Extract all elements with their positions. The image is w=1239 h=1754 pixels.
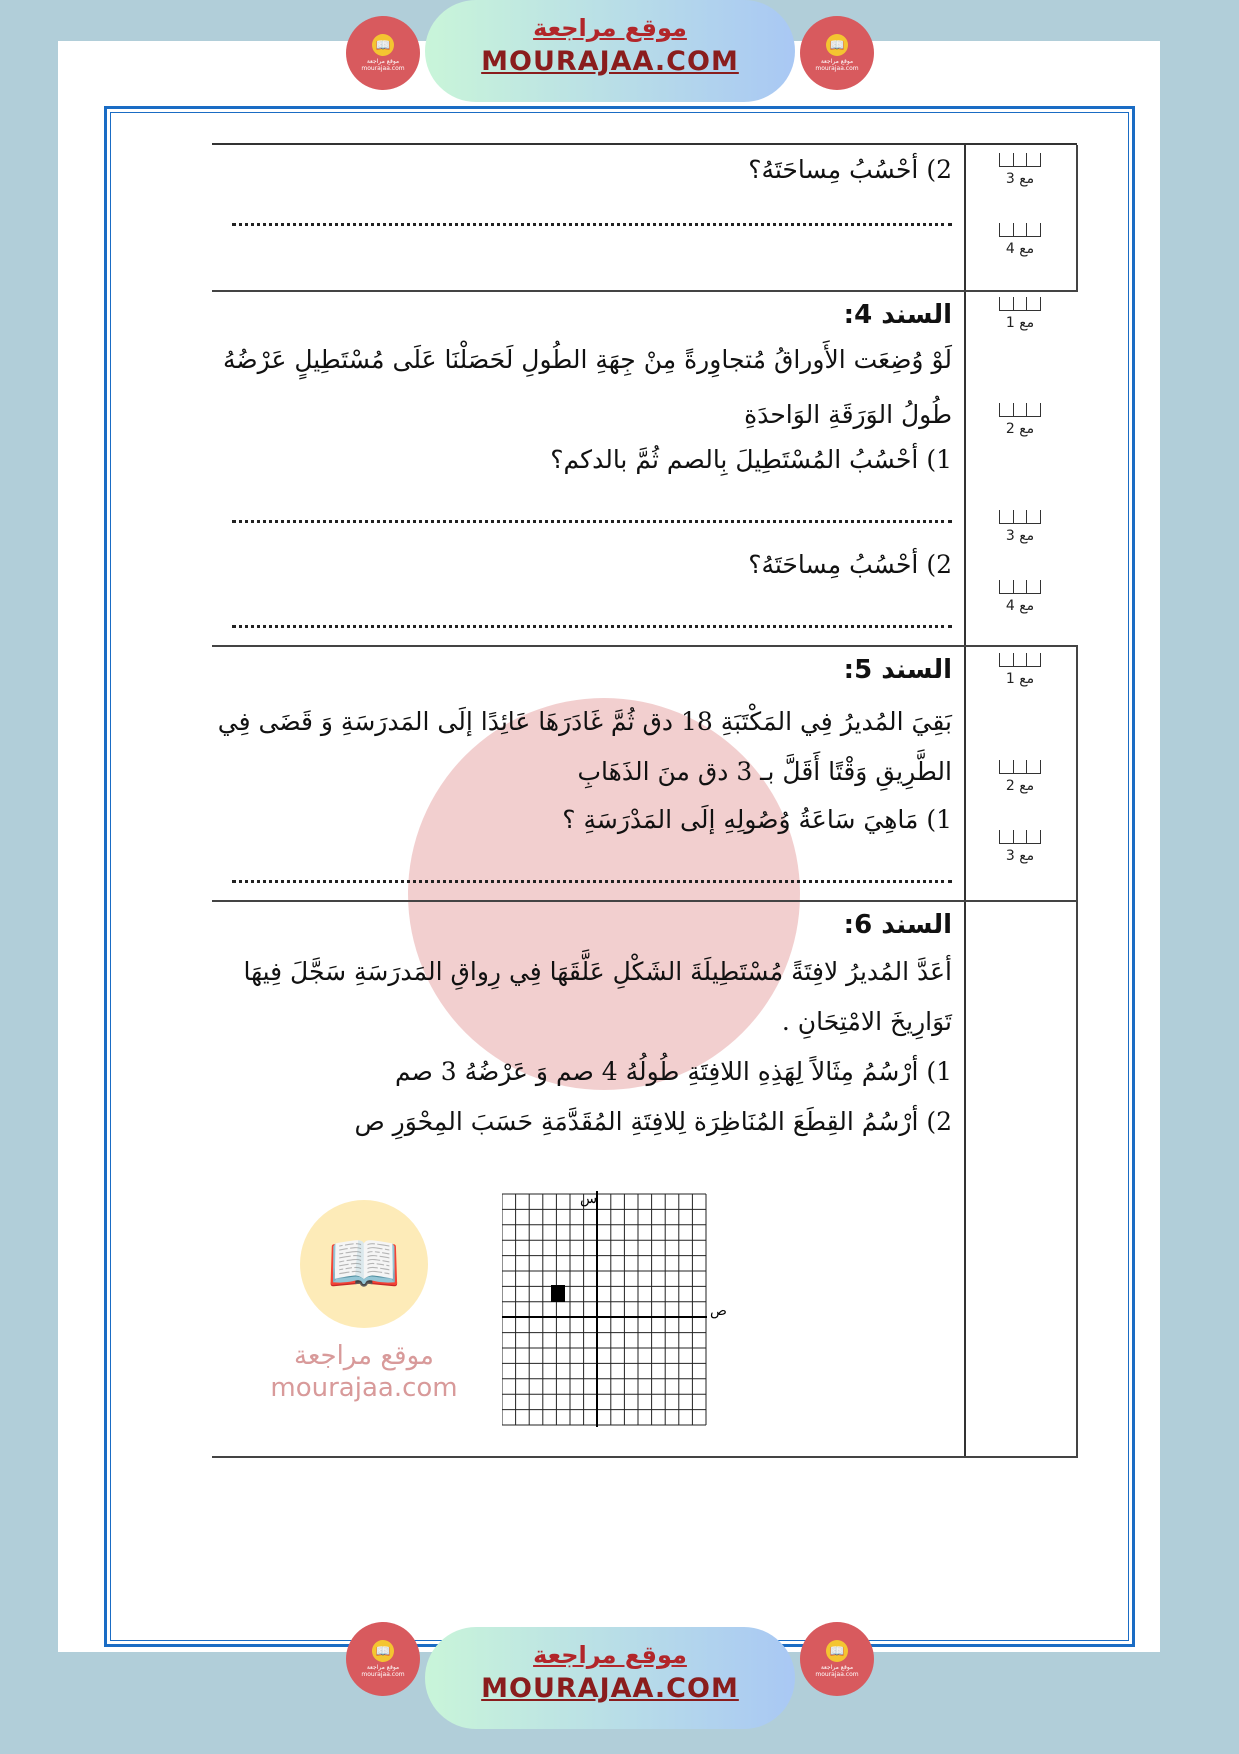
answer-line[interactable] — [232, 880, 952, 883]
grade-box[interactable] — [999, 223, 1041, 237]
grade-box[interactable] — [999, 580, 1041, 594]
grade-box[interactable] — [999, 760, 1041, 774]
grade-box[interactable] — [999, 153, 1041, 167]
book-icon: 📖 — [826, 34, 848, 56]
criterion-label: مع 3 — [1005, 848, 1035, 864]
site-name-ar: موقع مراجعة — [533, 14, 687, 42]
section-title: السند 6: — [843, 910, 952, 940]
logo-caption: موقع مراجعة mourajaa.com — [361, 58, 405, 72]
criterion-label: مع 1 — [1005, 671, 1035, 687]
grade-box[interactable] — [999, 653, 1041, 667]
section-text: تَوَارِيخَ الامْتِحَانِ . — [781, 1007, 952, 1036]
row-divider — [212, 1456, 1078, 1458]
criterion-label: مع 4 — [1005, 241, 1035, 257]
row-divider — [212, 645, 1078, 647]
book-icon: 📖 — [372, 34, 394, 56]
column-divider — [964, 145, 966, 1458]
site-logo — [800, 16, 874, 90]
section-title: السند 4: — [843, 300, 952, 330]
section-text: لَوْ وُضِعَت الأَوراقُ مُتجاوِرةً مِنْ جِهَةِ الطُولِ لَحَصَلْنَا عَلَى مُسْتَطِيلٍ عَرْضُهُ — [223, 345, 952, 374]
site-logo — [800, 1622, 874, 1696]
grade-box[interactable] — [999, 403, 1041, 417]
answer-line[interactable] — [232, 520, 952, 523]
table-border — [1076, 145, 1078, 290]
question: 2) أحْسُبُ مِساحَتَهُ؟ — [748, 550, 952, 579]
question: 2) أحْسُبُ مِساحَتَهُ؟ — [748, 155, 952, 184]
bottom-banner[interactable] — [425, 1627, 795, 1729]
grade-box[interactable] — [999, 830, 1041, 844]
book-icon: 📖 — [372, 1640, 394, 1662]
section-text: الطَّرِيقِ وَقْتًا أَقَلَّ بـ 3 دق منَ الذَهَابِ — [577, 757, 952, 786]
site-name-en: MOURAJAA.COM — [481, 46, 739, 77]
row-divider — [212, 290, 1078, 292]
row-divider — [212, 900, 1078, 902]
question: 1) أرْسُمُ مِثَالاً لِهَذِهِ اللافِتَةِ طُولُهُ 4 صم وَ عَرْضُهُ 3 صم — [394, 1057, 952, 1086]
criterion-label: مع 3 — [1005, 528, 1035, 544]
grade-box[interactable] — [999, 510, 1041, 524]
criterion-label: مع 2 — [1005, 778, 1035, 794]
question: 1) مَاهِيَ سَاعَةُ وُصُولِهِ إلَى المَدْرَسَةِ ؟ — [562, 805, 952, 834]
criterion-label: مع 1 — [1005, 315, 1035, 331]
watermark-text-en: mourajaa.com — [270, 1373, 458, 1403]
site-name-ar: موقع مراجعة — [533, 1641, 687, 1669]
site-logo — [346, 1622, 420, 1696]
answer-line[interactable] — [232, 625, 952, 628]
axis-label-h: ص — [710, 1303, 727, 1319]
logo-caption: موقع مراجعة mourajaa.com — [361, 1664, 405, 1678]
criterion-label: مع 3 — [1005, 171, 1035, 187]
watermark-text-ar: موقع مراجعة — [294, 1341, 434, 1371]
section-title: السند 5: — [843, 655, 952, 685]
section-text: طُولُ الوَرَقَةِ الوَاحدَةِ — [744, 400, 952, 429]
table-border — [1076, 645, 1078, 1458]
watermark-book-icon: 📖 — [300, 1200, 428, 1328]
logo-caption: موقع مراجعة mourajaa.com — [815, 1664, 859, 1678]
site-logo — [346, 16, 420, 90]
logo-caption: موقع مراجعة mourajaa.com — [815, 58, 859, 72]
section-text: أعَدَّ المُديرُ لافِتَةً مُسْتَطِيلَةَ الشَكْلِ عَلَّقَهَا فِي رِواقِ المَدرَسَةِ سَجَّلَ فِيهَا — [243, 957, 952, 986]
grade-box[interactable] — [999, 297, 1041, 311]
section-text: بَقِيَ المُديرُ فِي المَكْتَبَةِ 18 دق ثُمَّ غَادَرَهَا عَائِدًا إلَى المَدرَسَةِ وَ قَضَى فِي — [217, 707, 952, 736]
book-icon: 📖 — [826, 1640, 848, 1662]
answer-line[interactable] — [232, 223, 952, 226]
shaded-square — [551, 1285, 565, 1302]
question: 1) أحْسُبُ المُسْتَطِيلَ بِالصم ثُمَّ بالدكم؟ — [550, 445, 952, 474]
criterion-label: مع 4 — [1005, 598, 1035, 614]
question: 2) أرْسُمُ القِطَعَ المُنَاظِرَة لِلافِتَةِ المُقَدَّمَةِ حَسَبَ المِحْوَرِ ص — [354, 1107, 952, 1136]
axis-label-v: س — [580, 1191, 598, 1207]
criterion-label: مع 2 — [1005, 421, 1035, 437]
top-banner[interactable] — [425, 0, 795, 102]
site-name-en: MOURAJAA.COM — [481, 1673, 739, 1704]
coordinate-grid[interactable] — [502, 1191, 732, 1431]
